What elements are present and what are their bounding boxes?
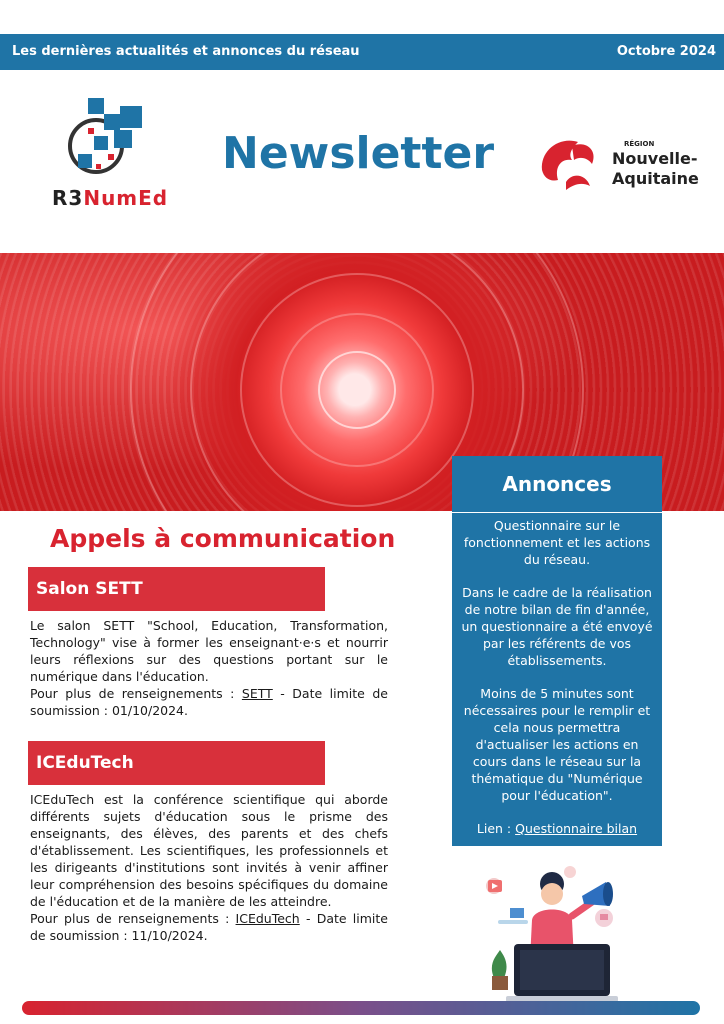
header-bar: [0, 34, 724, 70]
annonces-link-prefix: Lien :: [476, 821, 516, 836]
region-line2: Aquitaine: [612, 169, 699, 188]
section-title: Appels à communication: [50, 524, 396, 553]
salon-heading: Salon SETT: [28, 567, 325, 611]
salon-paragraph: [30, 617, 388, 719]
icedutech-info-suffix: - Date limite de soumission : 11/10/2024.: [30, 911, 388, 943]
wordmark-numed: NumEd: [83, 186, 169, 210]
annonces-p1: Questionnaire sur le fonctionnement et les actions du réseau.: [463, 518, 651, 567]
annonces-panel: [452, 513, 662, 846]
annonces-p2: Dans le cadre de la réalisation de notre bilan de fin d'année, un questionnaire a été envoyé par les référents de vos établissements.: [461, 585, 653, 668]
salon-text: Le salon SETT "School, Education, Transformation, Technology" vise à former les enseignant·e·s et nourrir leurs réflexions sur des questions portant sur le numérique dans l'éducation.: [30, 618, 388, 684]
icedutech-link[interactable]: ICEduTech: [235, 911, 300, 926]
icedutech-info-prefix: Pour plus de renseignements :: [30, 911, 236, 926]
salon-info-prefix: Pour plus de renseignements :: [30, 686, 242, 701]
salon-info: [30, 685, 388, 719]
questionnaire-link[interactable]: Questionnaire bilan: [515, 821, 638, 836]
r3numed-wordmark: [52, 186, 168, 210]
header-date: Octobre 2024: [616, 44, 716, 59]
megaphone-laptop-illustration-icon: [470, 860, 650, 1010]
icedutech-paragraph: [30, 791, 388, 944]
header-tagline: Les dernières actualités et annonces du réseau: [12, 44, 360, 59]
sett-link[interactable]: SETT: [241, 686, 273, 701]
annonces-p3: Moins de 5 minutes sont nécessaires pour le remplir et cela nous permettra d'actualiser les actions en cours dans le réseau sur la thématique du "Numérique pour l'éducation".: [463, 686, 651, 803]
icedutech-text: ICEduTech est la conférence scientifique qui aborde différents sujets d'éducation sous le prisme des enseignants, des élèves, des parents et des chefs d'établissement. Les scientifiques, les professionnels et les dirigeants d'institutions sont invités à venir affiner leur compréhension des besoins spécifiques du domaine de l'éducation et de la manière de les atteindre.: [30, 792, 388, 909]
icedutech-info: [30, 910, 388, 944]
icedutech-heading: ICEduTech: [28, 741, 325, 785]
footer-gradient-bar: [22, 1001, 700, 1015]
newsletter-title: Newsletter: [222, 128, 495, 179]
annonces-heading: Annonces: [452, 456, 662, 512]
region-line1: Nouvelle-: [612, 149, 698, 168]
wordmark-r3: R3: [52, 186, 84, 210]
salon-info-suffix: - Date limite de soumission : 01/10/2024.: [30, 686, 388, 718]
annonces-link-line: [460, 820, 654, 837]
region-nouvelle-aquitaine-logo-icon: [532, 130, 712, 196]
region-small-label: RÉGION: [624, 140, 655, 148]
